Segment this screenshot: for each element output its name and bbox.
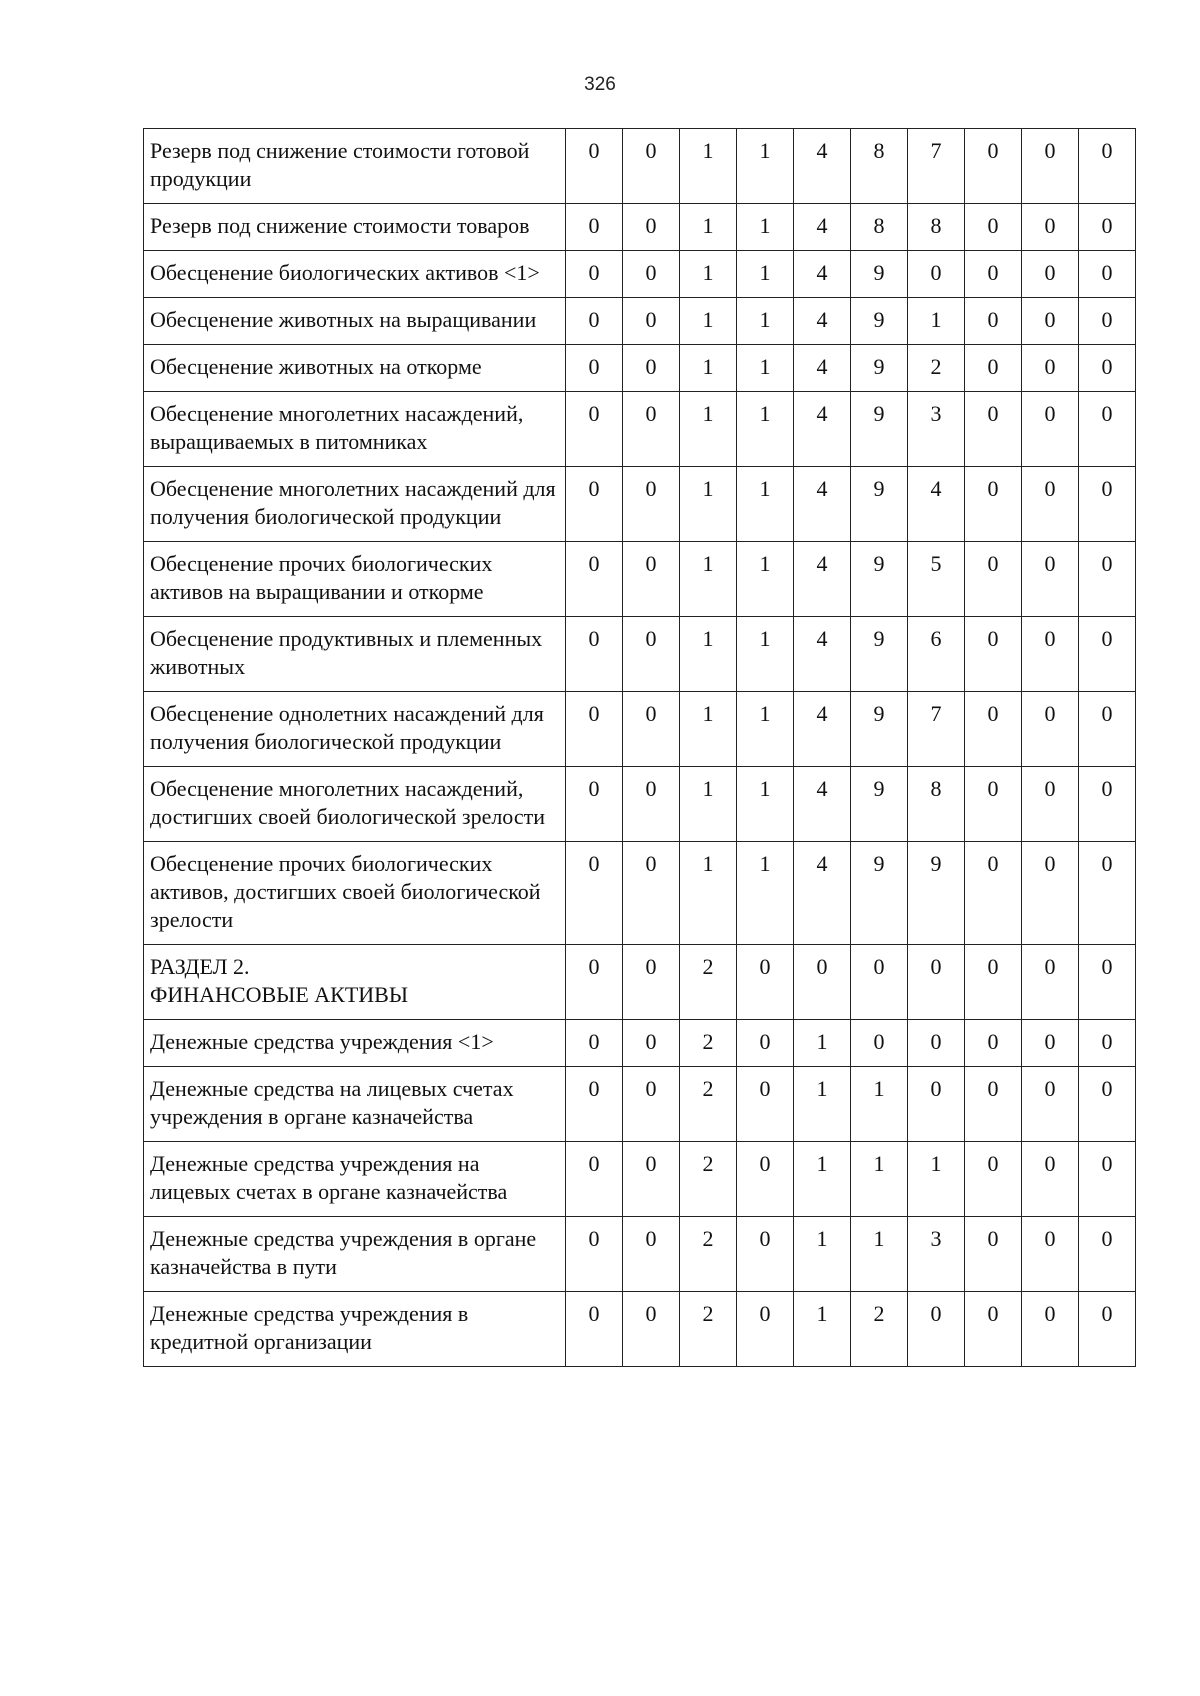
account-name-cell: Обесценение многолетних насаждений, достигших своей биологической зрелости (144, 767, 566, 842)
code-digit-cell: 1 (680, 251, 737, 298)
table-row (144, 692, 1136, 767)
code-digit-cell: 4 (794, 392, 851, 467)
code-digit-cell: 0 (566, 692, 623, 767)
code-digit-cell: 9 (851, 392, 908, 467)
code-digit-cell: 1 (794, 1142, 851, 1217)
code-digit-cell: 0 (623, 345, 680, 392)
code-digit-cell: 1 (680, 204, 737, 251)
code-digit-cell: 0 (965, 129, 1022, 204)
code-digit-cell: 1 (794, 1067, 851, 1142)
code-digit-cell: 0 (1079, 1142, 1136, 1217)
table-row (144, 1217, 1136, 1292)
code-digit-cell: 9 (851, 692, 908, 767)
account-name-cell: Денежные средства на лицевых счетах учреждения в органе казначейства (144, 1067, 566, 1142)
code-digit-cell: 1 (680, 692, 737, 767)
code-digit-cell: 0 (623, 251, 680, 298)
code-digit-cell: 0 (566, 129, 623, 204)
code-digit-cell: 0 (1079, 204, 1136, 251)
code-digit-cell: 0 (623, 392, 680, 467)
code-digit-cell: 0 (965, 617, 1022, 692)
code-digit-cell: 0 (1022, 467, 1079, 542)
page-number: 326 (584, 74, 616, 95)
code-digit-cell: 4 (794, 129, 851, 204)
code-digit-cell: 0 (737, 945, 794, 1020)
table-row (144, 392, 1136, 467)
code-digit-cell: 0 (1022, 345, 1079, 392)
code-digit-cell: 2 (680, 1292, 737, 1367)
code-digit-cell: 0 (965, 1067, 1022, 1142)
code-digit-cell: 0 (623, 1142, 680, 1217)
code-digit-cell: 4 (794, 251, 851, 298)
code-digit-cell: 0 (794, 945, 851, 1020)
code-digit-cell: 2 (851, 1292, 908, 1367)
code-digit-cell: 1 (680, 392, 737, 467)
code-digit-cell: 0 (1079, 1067, 1136, 1142)
code-digit-cell: 3 (908, 392, 965, 467)
code-digit-cell: 0 (623, 542, 680, 617)
code-digit-cell: 9 (851, 767, 908, 842)
account-name-cell: Денежные средства учреждения <1> (144, 1020, 566, 1067)
code-digit-cell: 0 (1022, 1067, 1079, 1142)
account-name-cell: Обесценение однолетних насаждений для получения биологической продукции (144, 692, 566, 767)
code-digit-cell: 2 (680, 1020, 737, 1067)
code-digit-cell: 0 (623, 617, 680, 692)
code-digit-cell: 1 (680, 542, 737, 617)
code-digit-cell: 0 (737, 1292, 794, 1367)
code-digit-cell: 1 (680, 842, 737, 945)
code-digit-cell: 4 (794, 467, 851, 542)
code-digit-cell: 1 (908, 298, 965, 345)
code-digit-cell: 6 (908, 617, 965, 692)
code-digit-cell: 0 (965, 345, 1022, 392)
code-digit-cell: 0 (566, 298, 623, 345)
code-digit-cell: 2 (680, 945, 737, 1020)
code-digit-cell: 1 (680, 129, 737, 204)
code-digit-cell: 1 (737, 345, 794, 392)
code-digit-cell: 0 (566, 204, 623, 251)
code-digit-cell: 0 (566, 345, 623, 392)
code-digit-cell: 3 (908, 1217, 965, 1292)
code-digit-cell: 0 (1079, 345, 1136, 392)
code-digit-cell: 0 (965, 1020, 1022, 1067)
code-digit-cell: 0 (623, 1217, 680, 1292)
code-digit-cell: 1 (680, 345, 737, 392)
code-digit-cell: 0 (965, 842, 1022, 945)
code-digit-cell: 0 (1079, 251, 1136, 298)
code-digit-cell: 0 (1079, 617, 1136, 692)
code-digit-cell: 9 (851, 542, 908, 617)
code-digit-cell: 0 (1022, 251, 1079, 298)
code-digit-cell: 0 (623, 1067, 680, 1142)
code-digit-cell: 1 (680, 467, 737, 542)
code-digit-cell: 1 (794, 1020, 851, 1067)
code-digit-cell: 0 (908, 945, 965, 1020)
account-name-cell: Обесценение животных на откорме (144, 345, 566, 392)
code-digit-cell: 2 (908, 345, 965, 392)
code-digit-cell: 9 (851, 345, 908, 392)
table-row (144, 842, 1136, 945)
account-name-cell: Обесценение биологических активов <1> (144, 251, 566, 298)
code-digit-cell: 1 (737, 467, 794, 542)
code-digit-cell: 1 (737, 842, 794, 945)
code-digit-cell: 0 (566, 542, 623, 617)
code-digit-cell: 0 (1022, 617, 1079, 692)
code-digit-cell: 0 (566, 767, 623, 842)
code-digit-cell: 0 (1022, 1217, 1079, 1292)
code-digit-cell: 0 (851, 1020, 908, 1067)
code-digit-cell: 0 (566, 1067, 623, 1142)
code-digit-cell: 9 (851, 251, 908, 298)
code-digit-cell: 0 (965, 1142, 1022, 1217)
code-digit-cell: 2 (680, 1217, 737, 1292)
table-row (144, 467, 1136, 542)
code-digit-cell: 1 (851, 1217, 908, 1292)
table-row (144, 251, 1136, 298)
table-row (144, 1067, 1136, 1142)
code-digit-cell: 0 (623, 767, 680, 842)
code-digit-cell: 0 (737, 1067, 794, 1142)
table-row (144, 298, 1136, 345)
code-digit-cell: 0 (1079, 129, 1136, 204)
code-digit-cell: 1 (908, 1142, 965, 1217)
code-digit-cell: 0 (737, 1020, 794, 1067)
code-digit-cell: 1 (737, 204, 794, 251)
code-digit-cell: 0 (1022, 129, 1079, 204)
code-digit-cell: 0 (965, 298, 1022, 345)
table-row (144, 767, 1136, 842)
code-digit-cell: 0 (965, 692, 1022, 767)
code-digit-cell: 4 (794, 298, 851, 345)
code-digit-cell: 4 (794, 842, 851, 945)
code-digit-cell: 0 (1022, 692, 1079, 767)
code-digit-cell: 9 (851, 467, 908, 542)
code-digit-cell: 2 (680, 1142, 737, 1217)
code-digit-cell: 0 (965, 251, 1022, 298)
code-digit-cell: 0 (566, 1217, 623, 1292)
code-digit-cell: 4 (794, 345, 851, 392)
account-codes-table (143, 128, 1136, 1367)
code-digit-cell: 4 (794, 617, 851, 692)
code-digit-cell: 0 (908, 1067, 965, 1142)
code-digit-cell: 0 (1079, 467, 1136, 542)
code-digit-cell: 8 (851, 204, 908, 251)
code-digit-cell: 0 (566, 392, 623, 467)
code-digit-cell: 0 (1022, 204, 1079, 251)
code-digit-cell: 4 (794, 692, 851, 767)
code-digit-cell: 0 (566, 467, 623, 542)
code-digit-cell: 0 (623, 842, 680, 945)
code-digit-cell: 0 (1022, 842, 1079, 945)
code-digit-cell: 9 (851, 298, 908, 345)
table-row (144, 945, 1136, 1020)
code-digit-cell: 9 (908, 842, 965, 945)
code-digit-cell: 0 (908, 251, 965, 298)
code-digit-cell: 8 (851, 129, 908, 204)
code-digit-cell: 7 (908, 692, 965, 767)
code-digit-cell: 9 (851, 617, 908, 692)
account-codes-table-body (144, 129, 1136, 1367)
code-digit-cell: 1 (794, 1217, 851, 1292)
code-digit-cell: 0 (1079, 392, 1136, 467)
code-digit-cell: 0 (1022, 298, 1079, 345)
code-digit-cell: 4 (794, 204, 851, 251)
code-digit-cell: 2 (680, 1067, 737, 1142)
code-digit-cell: 1 (851, 1067, 908, 1142)
code-digit-cell: 0 (965, 945, 1022, 1020)
code-digit-cell: 1 (737, 392, 794, 467)
account-name-cell: Обесценение многолетних насаждений, выращиваемых в питомниках (144, 392, 566, 467)
account-name-cell: Денежные средства учреждения в органе казначейства в пути (144, 1217, 566, 1292)
code-digit-cell: 9 (851, 842, 908, 945)
account-name-cell: Обесценение продуктивных и племенных животных (144, 617, 566, 692)
code-digit-cell: 0 (965, 392, 1022, 467)
code-digit-cell: 0 (1022, 945, 1079, 1020)
code-digit-cell: 0 (1079, 542, 1136, 617)
code-digit-cell: 0 (851, 945, 908, 1020)
code-digit-cell: 0 (623, 1292, 680, 1367)
code-digit-cell: 0 (1079, 692, 1136, 767)
code-digit-cell: 0 (623, 204, 680, 251)
code-digit-cell: 0 (737, 1217, 794, 1292)
code-digit-cell: 1 (737, 617, 794, 692)
code-digit-cell: 0 (965, 467, 1022, 542)
code-digit-cell: 0 (566, 842, 623, 945)
code-digit-cell: 0 (1022, 542, 1079, 617)
account-name-cell: Резерв под снижение стоимости готовой продукции (144, 129, 566, 204)
code-digit-cell: 8 (908, 767, 965, 842)
code-digit-cell: 1 (737, 767, 794, 842)
code-digit-cell: 4 (794, 767, 851, 842)
code-digit-cell: 0 (1022, 767, 1079, 842)
code-digit-cell: 1 (737, 692, 794, 767)
code-digit-cell: 0 (1022, 1142, 1079, 1217)
code-digit-cell: 4 (908, 467, 965, 542)
table-row (144, 542, 1136, 617)
code-digit-cell: 0 (1079, 1292, 1136, 1367)
table-row (144, 1020, 1136, 1067)
code-digit-cell: 4 (794, 542, 851, 617)
table-row (144, 617, 1136, 692)
code-digit-cell: 1 (680, 617, 737, 692)
code-digit-cell: 0 (566, 1292, 623, 1367)
code-digit-cell: 0 (737, 1142, 794, 1217)
code-digit-cell: 0 (1079, 1217, 1136, 1292)
account-name-cell: Резерв под снижение стоимости товаров (144, 204, 566, 251)
code-digit-cell: 7 (908, 129, 965, 204)
code-digit-cell: 1 (737, 298, 794, 345)
code-digit-cell: 0 (965, 1217, 1022, 1292)
code-digit-cell: 8 (908, 204, 965, 251)
code-digit-cell: 0 (623, 129, 680, 204)
account-name-cell: Обесценение животных на выращивании (144, 298, 566, 345)
account-name-cell: Денежные средства учреждения на лицевых счетах в органе казначейства (144, 1142, 566, 1217)
code-digit-cell: 1 (680, 298, 737, 345)
code-digit-cell: 1 (851, 1142, 908, 1217)
code-digit-cell: 5 (908, 542, 965, 617)
code-digit-cell: 1 (737, 542, 794, 617)
code-digit-cell: 0 (965, 542, 1022, 617)
code-digit-cell: 0 (566, 945, 623, 1020)
code-digit-cell: 0 (965, 204, 1022, 251)
code-digit-cell: 0 (1079, 945, 1136, 1020)
account-name-cell: Обесценение прочих биологических активов на выращивании и откорме (144, 542, 566, 617)
code-digit-cell: 0 (965, 1292, 1022, 1367)
code-digit-cell: 0 (566, 617, 623, 692)
table-row (144, 204, 1136, 251)
code-digit-cell: 0 (623, 467, 680, 542)
table-row (144, 1292, 1136, 1367)
account-name-cell: Обесценение прочих биологических активов, достигших своей биологической зрелости (144, 842, 566, 945)
code-digit-cell: 0 (566, 251, 623, 298)
account-name-cell: Денежные средства учреждения в кредитной организации (144, 1292, 566, 1367)
table-row (144, 345, 1136, 392)
code-digit-cell: 0 (623, 692, 680, 767)
code-digit-cell: 0 (623, 298, 680, 345)
code-digit-cell: 0 (908, 1020, 965, 1067)
account-name-cell: Обесценение многолетних насаждений для получения биологической продукции (144, 467, 566, 542)
code-digit-cell: 1 (794, 1292, 851, 1367)
code-digit-cell: 1 (737, 251, 794, 298)
table-row (144, 129, 1136, 204)
code-digit-cell: 0 (908, 1292, 965, 1367)
code-digit-cell: 0 (1022, 392, 1079, 467)
code-digit-cell: 0 (566, 1142, 623, 1217)
code-digit-cell: 1 (680, 767, 737, 842)
table-row (144, 1142, 1136, 1217)
code-digit-cell: 0 (1022, 1292, 1079, 1367)
code-digit-cell: 1 (737, 129, 794, 204)
code-digit-cell: 0 (1079, 767, 1136, 842)
code-digit-cell: 0 (623, 945, 680, 1020)
code-digit-cell: 0 (965, 767, 1022, 842)
code-digit-cell: 0 (1079, 1020, 1136, 1067)
code-digit-cell: 0 (1079, 298, 1136, 345)
account-name-cell: РАЗДЕЛ 2. ФИНАНСОВЫЕ АКТИВЫ (144, 945, 566, 1020)
code-digit-cell: 0 (566, 1020, 623, 1067)
code-digit-cell: 0 (1022, 1020, 1079, 1067)
code-digit-cell: 0 (1079, 842, 1136, 945)
code-digit-cell: 0 (623, 1020, 680, 1067)
